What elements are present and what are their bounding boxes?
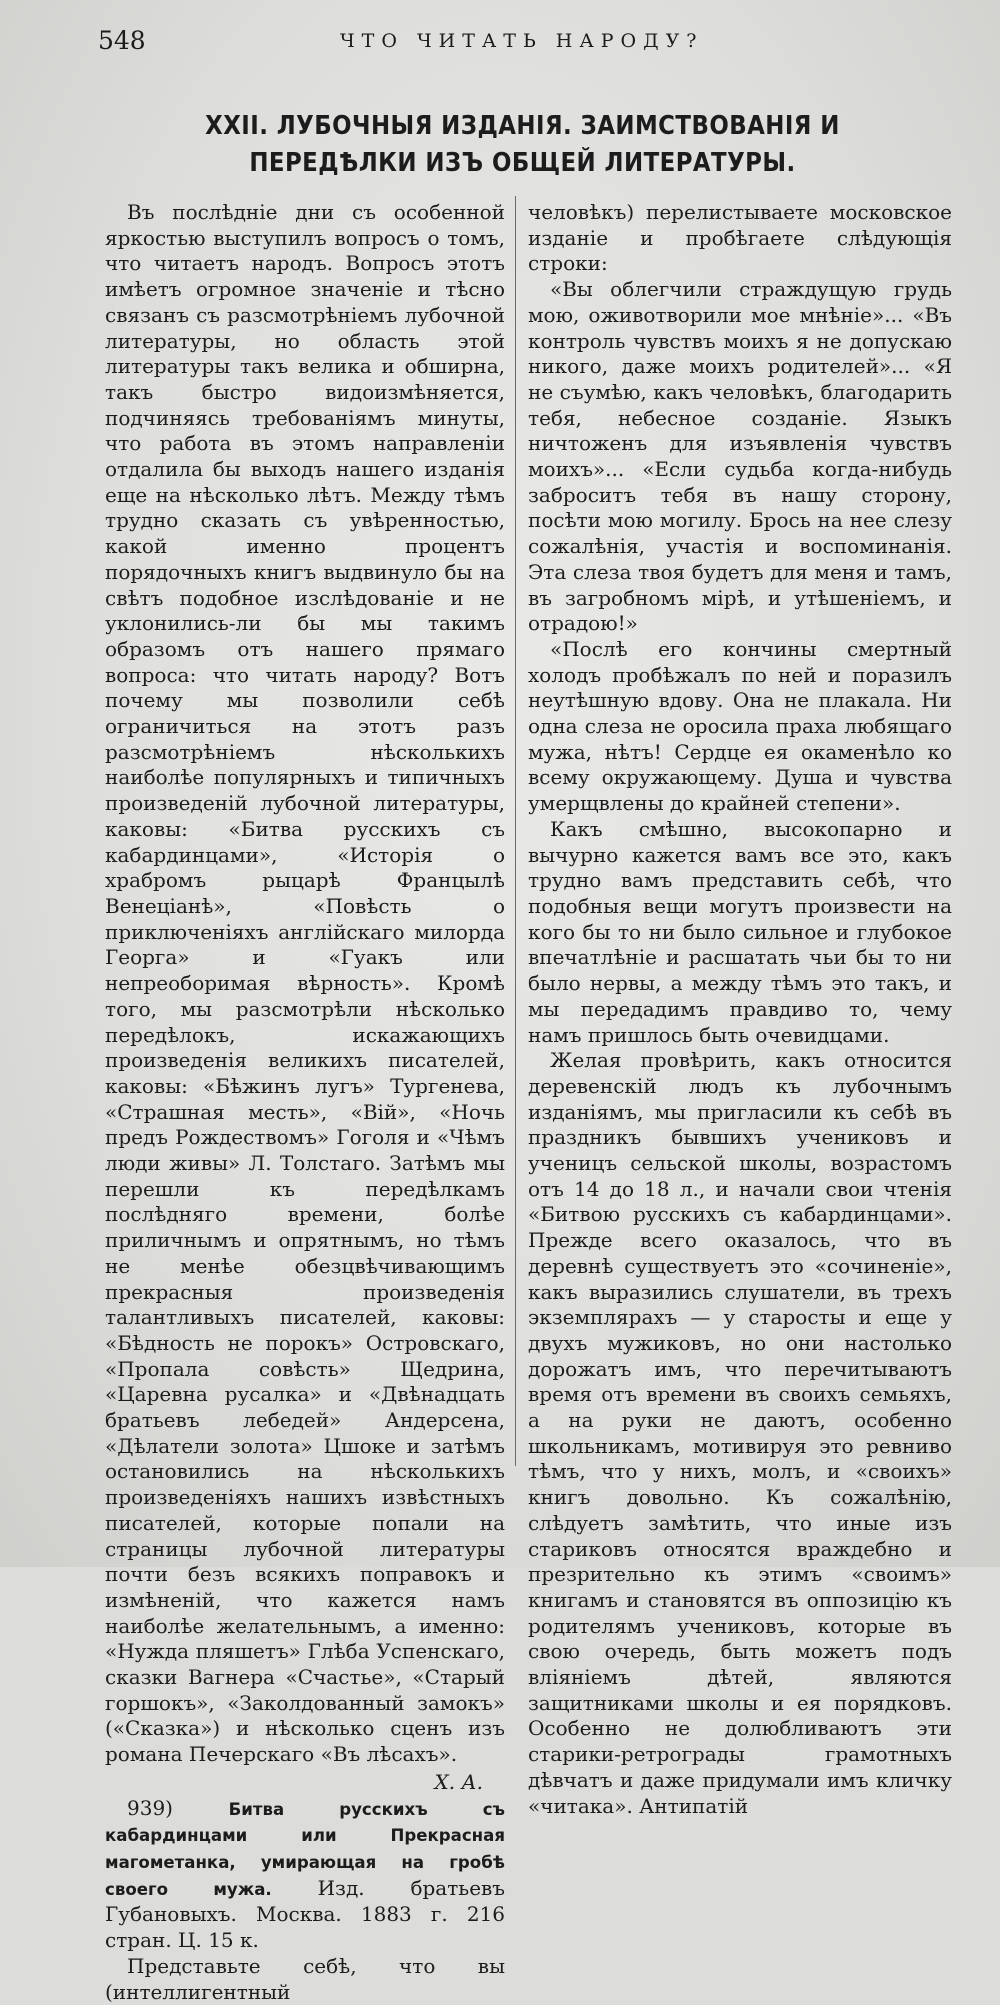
author-signature: Х. А. [434, 1769, 483, 1794]
review-paragraph-start: Представьте себѣ, что вы (интеллигентный [105, 1953, 505, 2004]
footnote [105, 1796, 505, 1954]
quote-paragraph: «Вы облегчили страждущую грудь мою, оживотворили мое мнѣніе»... «Въ контроль чувствъ моихъ я не допускаю никого, даже моихъ родителей»... «Я не съумѣю, какъ человѣкъ, благодарить тебя, небесное созданіе. Языкъ ничтоженъ для изъявленія чувствъ моихъ»... «Если судьба когда-нибудь заброситъ тебя въ нашу сторону, посѣти мою могилу. Брось на нее слезу сожалѣнія, участія и воспоминанія. Эта слеза твоя будетъ для меня и тамъ, въ загробномъ мірѣ, и утѣшеніемъ, и отрадою!» [528, 277, 952, 636]
running-head [0, 26, 1000, 62]
quote-paragraph: «Послѣ его кончины смертный холодъ пробѣжалъ по ней и поразилъ неутѣшную вдову. Она не плакала. Ни одна слеза не оросила праха любящаго мужа, нѣтъ! Сердце ея окаменѣло ко всему окружающему. Душа и чувства умерщвлены до крайней степени». [528, 636, 952, 816]
page-number: 548 [98, 26, 146, 55]
running-title: ЧТО ЧИТАТЬ НАРОДУ? [340, 30, 704, 52]
intro-paragraph: Въ послѣдніе дни съ особенной яркостью выступилъ вопросъ о томъ, что читаетъ народъ. Вопросъ этотъ имѣетъ огромное значеніе и тѣсно связанъ съ разсмотрѣніемъ лубочной литературы, но область этой литературы такъ велика и обширна, такъ быстро видоизмѣняется, подчиняясь требованіямъ минуты, что работа въ этомъ направленіи отдалила бы выходъ нашего изданія еще на нѣсколько лѣтъ. Между тѣмъ трудно сказать съ увѣренностью, какой именно процентъ порядочныхъ книгъ выдвинуло бы на свѣтъ подобное изслѣдованіе и не уклонились-ли бы мы такимъ образомъ отъ нашего прямаго вопроса: что читать народу? Вотъ почему мы позволили себѣ ограничиться на этотъ разъ разсмотрѣніемъ нѣсколькихъ наиболѣе популярныхъ и типичныхъ произведеній лубочной литературы, каковы: «Битва русскихъ съ кабардинцами», «Исторія о храбромъ рыцарѣ Францылѣ Венеціанѣ», «Повѣсть о приключеніяхъ англійскаго милорда Георга» и «Гуакъ или непреоборимая вѣрность». Кромѣ того, мы разсмотрѣли нѣсколько передѣлокъ, искажающихъ произведенія великихъ писателей, каковы: «Бѣжинъ лугъ» Тургенева, «Страшная месть», «Вій», «Ночь предъ Рождествомъ» Гоголя и «Чѣмъ люди живы» Л. Толстаго. Затѣмъ мы перешли къ передѣлкамъ послѣдняго времени, болѣе приличнымъ и опрятнымъ, но тѣмъ не менѣе обезцвѣчивающимъ прекрасныя произведенія талантливыхъ писателей, каковы: «Бѣдность не порокъ» Островскаго, «Пропала совѣсть» Щедрина, «Царевна русалка» и «Двѣнадцать братьевъ лебедей» Андерсена, «Дѣлатели золота» Цшоке и затѣмъ остановились на нѣсколькихъ произведеніяхъ нашихъ извѣстныхъ писателей, которые попали на страницы лубочной литературы почти безъ всякихъ поправокъ и измѣненій, что кажется намъ наиболѣе желательнымъ, а именно: «Нужда пляшетъ» Глѣба Успенскаго, сказки Вагнера «Счастье», «Старый горшокъ», «Заколдованный замокъ» («Сказка») и нѣсколько сценъ изъ романа Печерскаго «Въ лѣсахъ». [105, 200, 505, 1767]
right-column [528, 200, 952, 1819]
column-divider [515, 196, 516, 1466]
body-paragraph: Желая провѣрить, какъ относится деревенскій людъ къ лубочнымъ изданіямъ, мы пригласили къ себѣ въ праздникъ бывшихъ учениковъ и ученицъ сельской школы, возрастомъ отъ 14 до 18 л., и начали свои чтенія «Битвою русскихъ съ кабардинцами». Прежде всего оказалось, что въ деревнѣ существуетъ это «сочиненіе», какъ выразились слушатели, въ трехъ экземплярахъ — у старосты и еще у двухъ мужиковъ, но они настолько дорожатъ имъ, что перечитываютъ время отъ времени въ своихъ семьяхъ, а на руки не даютъ, особенно школьникамъ, мотивируя это ревниво тѣмъ, что у нихъ, молъ, и «своихъ» книгъ довольно. Къ сожалѣнію, слѣдуетъ замѣтить, что иные изъ стариковъ относятся враждебно и презрительно къ этимъ «своимъ» книгамъ и становятся въ оппозицію къ родителямъ учениковъ, которые въ свою очередь, быть можетъ подъ вліяніемъ дѣтей, являются защитниками школы и ея порядковъ. Особенно не долюбливаютъ эти старики-ретрограды грамотныхъ дѣвчатъ и даже придумали имъ кличку «читака». Антипатій [528, 1048, 952, 1818]
body-paragraph: Какъ смѣшно, высокопарно и вычурно кажется вамъ все это, какъ трудно вамъ представить себѣ, что подобныя вещи могутъ произвести на кого бы то ни было сильное и глубокое впечатлѣніе и расшатать чьи бы то ни было нервы, а между тѣмъ это такъ, и мы передадимъ правдиво то, чему намъ пришлось быть очевидцами. [528, 816, 952, 1047]
footnote-number: 939) [127, 1795, 173, 1820]
footnote-book-title: Битва русскихъ съ кабардинцами или Прекрасная магометанка, умирающая на гробѣ своего мужа. [105, 1799, 506, 1899]
left-column [105, 200, 505, 2005]
chapter-heading: XXII. ЛУБОЧНЫЯ ИЗДАНІЯ. ЗАИМСТВОВАНІЯ И ПЕРЕДѢЛКИ ИЗЪ ОБЩЕЙ ЛИТЕРАТУРЫ. [205, 111, 840, 178]
footnote-imprint: Изд. братьевъ Губановыхъ. Москва. 1883 г. 216 стран. Ц. 15 к. [105, 1875, 506, 1953]
right-paragraph-continuation: человѣкъ) перелистываете московское изданіе и пробѣгаете слѣдующія строки: [528, 200, 952, 276]
